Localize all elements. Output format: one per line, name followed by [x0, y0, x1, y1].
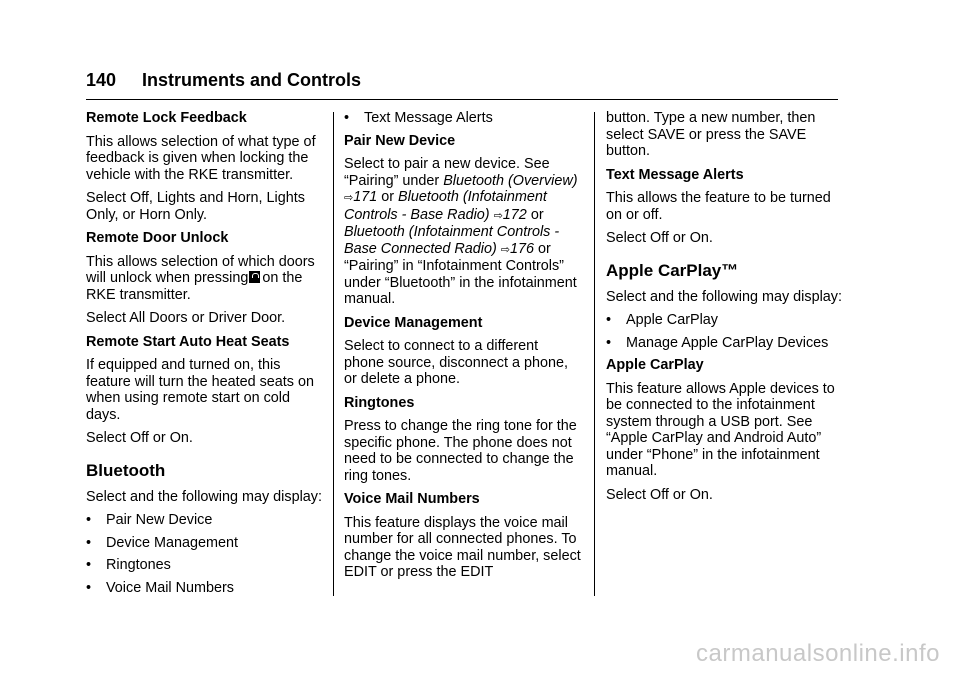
bullet: •: [86, 512, 92, 528]
heading-remote-lock-feedback: Remote Lock Feedback: [86, 110, 247, 126]
list-item-text: Voice Mail Numbers: [106, 579, 234, 596]
page-ref[interactable]: 171: [353, 189, 378, 205]
page-ref[interactable]: 172: [502, 206, 527, 223]
paragraph: Press to change the ring tone for the specific phone. The phone does not need to be connected to change the ring tones.: [344, 418, 577, 484]
list-item: [86, 580, 324, 597]
paragraph: Select Off or On.: [86, 430, 193, 446]
xref-title[interactable]: Bluetooth (Overview): [443, 172, 578, 189]
heading-remote-start-auto-heat-seats: Remote Start Auto Heat Seats: [86, 333, 290, 350]
paragraph: Select Off or On.: [606, 486, 713, 503]
text: or: [530, 206, 544, 223]
paragraph: Select and the following may display:: [606, 288, 842, 305]
paragraph: This feature allows Apple devices to be connected to the infotainment system through a USB port. See “Apple CarPlay and Android Auto” under “Phone” in the infotainment manual.: [606, 380, 835, 479]
paragraph: [344, 156, 582, 308]
page-ref-arrow-icon: ⇨: [344, 191, 354, 204]
bullet: •: [344, 110, 350, 126]
list-item: [86, 512, 324, 529]
xref-title[interactable]: Bluetooth (Infotainment Controls - Base Radio): [344, 189, 547, 223]
text: on the RKE transmitter.: [86, 270, 303, 303]
text: “Pairing” in “Infotainment Controls” under “Bluetooth” in the infotainment manual.: [344, 258, 577, 307]
heading-text-message-alerts: Text Message Alerts: [606, 166, 744, 183]
heading-remote-door-unlock: Remote Door Unlock: [86, 230, 229, 246]
heading-apple-carplay: Apple CarPlay™: [606, 260, 739, 280]
column-3: [606, 110, 842, 510]
bullet: •: [86, 579, 92, 596]
watermark: carmanualsonline.info: [696, 640, 940, 667]
heading-apple-carplay-setting: Apple CarPlay: [606, 357, 704, 373]
column-divider: [594, 112, 595, 596]
text: This allows selection of which doors will unlock when pressing: [86, 253, 315, 286]
paragraph: Select All Doors or Driver Door.: [86, 310, 286, 326]
paragraph: Select Off or On.: [606, 230, 713, 246]
list-item-text: Device Management: [106, 534, 238, 551]
paragraph: Select and the following may display:: [86, 488, 322, 505]
heading-voice-mail-numbers: Voice Mail Numbers: [344, 491, 480, 507]
key-fob-unlock-icon: [249, 271, 260, 283]
paragraph: Select to connect to a different phone source, disconnect a phone, or delete a phone.: [344, 338, 569, 387]
page-ref-arrow-icon: ⇨: [493, 208, 503, 222]
page-ref-arrow-icon: ⇨: [500, 242, 511, 256]
list-item-text: Pair New Device: [106, 512, 213, 528]
list-item: [606, 335, 842, 352]
page-header: [86, 70, 838, 100]
text: or: [381, 189, 395, 205]
list-item: [86, 535, 324, 552]
list-item-text: Ringtones: [106, 557, 171, 573]
header-rule: [86, 99, 838, 100]
list-item: [606, 312, 842, 329]
heading-ringtones: Ringtones: [344, 394, 415, 411]
bullet: •: [606, 334, 612, 351]
heading-bluetooth: Bluetooth: [86, 460, 166, 480]
paragraph: [86, 254, 324, 304]
paragraph: button. Type a new number, then select SAVE or press the SAVE button.: [606, 110, 816, 159]
list-item-text: Text Message Alerts: [364, 110, 493, 126]
section-title: Instruments and Controls: [142, 70, 362, 90]
paragraph: If equipped and turned on, this feature will turn the heated seats on when using remote start on cold days.: [86, 357, 314, 423]
paragraph: This allows selection of what type of feedback is given when locking the vehicle with the RKE transmitter.: [86, 133, 316, 183]
paragraph: This allows the feature to be turned on or off.: [606, 190, 831, 223]
page-ref[interactable]: 176: [510, 240, 535, 257]
bullet: •: [86, 534, 92, 551]
bullet: •: [606, 312, 612, 328]
heading-device-management: Device Management: [344, 314, 483, 331]
column-divider: [333, 112, 334, 596]
page-number: 140: [86, 70, 117, 90]
text: or: [538, 240, 551, 257]
list-item-text: Apple CarPlay: [626, 312, 718, 328]
paragraph: This feature displays the voice mail number for all connected phones. To change the voice mail number, select EDIT or press the EDIT: [344, 514, 581, 580]
text: Select to pair a new device. See “Pairing” under: [344, 156, 550, 189]
bullet: •: [86, 557, 92, 573]
column-1: [86, 110, 324, 602]
column-2: [344, 110, 582, 588]
list-item: [344, 110, 582, 127]
xref-title[interactable]: Bluetooth (Infotainment Controls - Base Connected Radio): [344, 224, 560, 257]
list-item: [86, 557, 324, 574]
paragraph: Select Off, Lights and Horn, Lights Only, or Horn Only.: [86, 190, 305, 223]
heading-pair-new-device: Pair New Device: [344, 132, 456, 149]
list-item-text: Manage Apple CarPlay Devices: [626, 334, 829, 351]
